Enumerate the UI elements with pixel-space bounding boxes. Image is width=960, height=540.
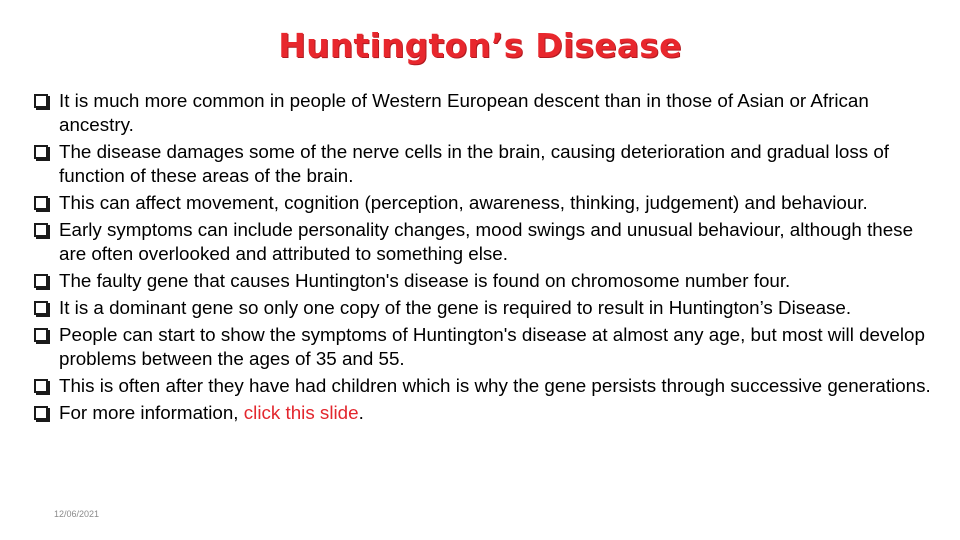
checkbox-square-icon: [34, 223, 48, 237]
more-info-prefix: For more information,: [59, 402, 244, 423]
checkbox-square-icon: [34, 274, 48, 288]
bullet-text: Early symptoms can include personality changes, mood swings and unusual behaviour, although these are often overlooked and attributed to something else.: [59, 219, 914, 264]
bullet-text: The faulty gene that causes Huntington's disease is found on chromosome number four.: [59, 270, 791, 291]
footer-date: 12/06/2021: [54, 509, 100, 519]
bullet-item: [33, 140, 938, 188]
more-info-suffix: .: [358, 402, 364, 423]
checkbox-square-icon: [34, 406, 48, 420]
bullet-item: [33, 296, 938, 320]
checkbox-square-icon: [34, 328, 48, 342]
checkbox-square-icon: [34, 196, 48, 210]
bullet-item-more-info: [33, 401, 938, 425]
bullet-text: It is much more common in people of Western European descent than in those of Asian or African ancestry.: [59, 90, 869, 135]
bullet-list: [33, 89, 938, 428]
bullet-text: The disease damages some of the nerve cells in the brain, causing deterioration and gradual loss of function of these areas of the brain.: [59, 141, 889, 186]
bullet-item: [33, 89, 938, 137]
click-this-slide-link[interactable]: click this slide: [243, 402, 359, 423]
bullet-item: [33, 374, 938, 398]
bullet-text: People can start to show the symptoms of Huntington's disease at almost any age, but most will develop problems between the ages of 35 and 55.: [59, 324, 925, 369]
slide-title: Huntington’s Disease: [278, 26, 682, 65]
checkbox-square-icon: [34, 145, 48, 159]
checkbox-square-icon: [34, 301, 48, 315]
bullet-item: [33, 323, 938, 371]
checkbox-square-icon: [34, 94, 48, 108]
bullet-text: This is often after they have had children which is why the gene persists through successive generations.: [59, 375, 931, 396]
bullet-text: It is a dominant gene so only one copy of the gene is required to result in Huntington’s Disease.: [59, 297, 852, 318]
bullet-item: [33, 269, 938, 293]
bullet-item: [33, 218, 938, 266]
checkbox-square-icon: [34, 379, 48, 393]
bullet-text: This can affect movement, cognition (perception, awareness, thinking, judgement) and behaviour.: [59, 192, 868, 213]
bullet-item: [33, 191, 938, 215]
